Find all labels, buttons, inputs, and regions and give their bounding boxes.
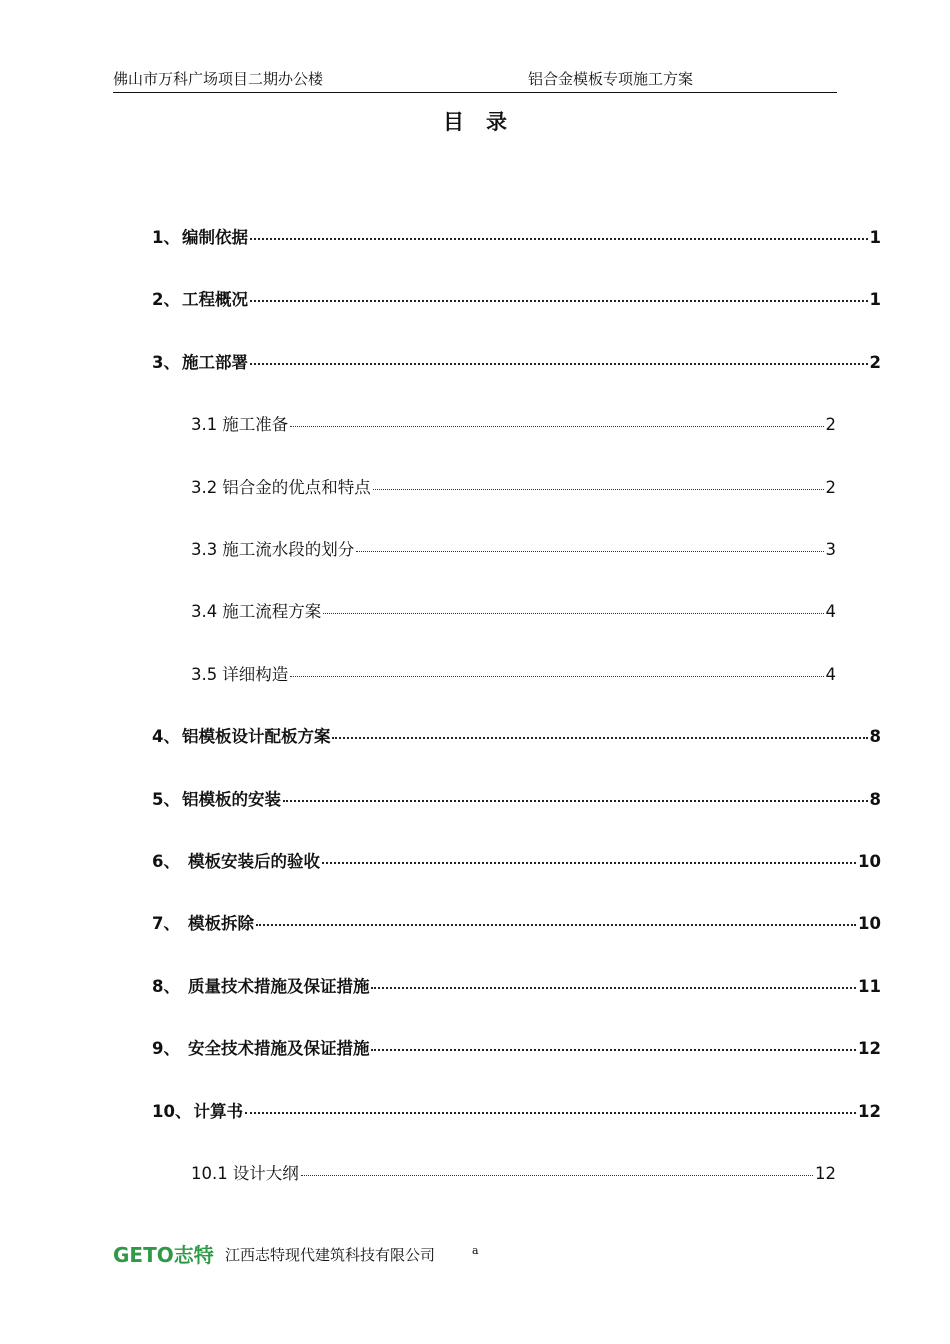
toc-entry-label: 施工流水段的划分 bbox=[222, 540, 355, 559]
header-document-name: 铝合金模板专项施工方案 bbox=[528, 70, 694, 88]
toc-entry-label: 铝模板设计配板方案 bbox=[181, 727, 331, 747]
toc-dot-leader bbox=[323, 613, 823, 614]
toc-dot-leader bbox=[250, 238, 868, 240]
toc-entry[interactable] bbox=[152, 910, 881, 934]
toc-entry-label: 详细构造 bbox=[222, 664, 289, 684]
toc-entry[interactable] bbox=[152, 786, 881, 810]
toc-dot-leader bbox=[290, 426, 823, 427]
toc-entry[interactable] bbox=[191, 474, 836, 498]
toc-entry-page: 2 bbox=[869, 352, 881, 372]
toc-entry-label: 施工准备 bbox=[222, 415, 289, 435]
toc-entry[interactable] bbox=[191, 661, 836, 685]
toc-entry-label: 铝模板的安装 bbox=[181, 789, 281, 809]
toc-entry-number: 6、 bbox=[152, 852, 180, 871]
toc-entry[interactable] bbox=[152, 224, 881, 248]
toc-entry-number: 2、 bbox=[152, 290, 180, 310]
toc-dot-leader bbox=[371, 987, 856, 989]
toc-entry-label: 施工部署 bbox=[181, 352, 248, 372]
toc-entry-label: 质量技术措施及保证措施 bbox=[187, 976, 370, 996]
toc-entry-number: 3.2 bbox=[191, 477, 218, 497]
footer-page-number: a bbox=[472, 1244, 479, 1257]
toc-entry-page: 10 bbox=[858, 914, 881, 934]
toc-entry-label: 设计大纲 bbox=[232, 1164, 299, 1183]
toc-entry-page: 12 bbox=[858, 1039, 881, 1059]
toc-dot-leader bbox=[371, 1049, 856, 1051]
toc-entry-label: 安全技术措施及保证措施 bbox=[187, 1039, 370, 1059]
toc-dot-leader bbox=[250, 300, 868, 302]
page-footer bbox=[113, 1241, 435, 1267]
toc-entry[interactable] bbox=[191, 598, 836, 622]
toc-entry[interactable] bbox=[191, 1160, 836, 1184]
toc-entry[interactable] bbox=[191, 411, 836, 435]
toc-entry-page: 11 bbox=[858, 976, 881, 996]
toc-entry-page: 2 bbox=[825, 415, 836, 435]
toc-dot-leader bbox=[356, 551, 823, 552]
toc-entry-number: 3、 bbox=[152, 352, 180, 372]
toc-entry-page: 12 bbox=[815, 1164, 836, 1183]
toc-entry-label: 铝合金的优点和特点 bbox=[222, 477, 371, 497]
toc-entry-page: 10 bbox=[858, 852, 881, 871]
toc-entry[interactable] bbox=[152, 848, 881, 872]
toc-entry-page: 8 bbox=[869, 727, 881, 747]
toc-entry[interactable] bbox=[152, 1098, 881, 1122]
toc-dot-leader bbox=[322, 862, 856, 864]
toc-entry-number: 9、 bbox=[152, 1039, 180, 1059]
geto-logo bbox=[113, 1242, 217, 1266]
toc-dot-leader bbox=[373, 489, 824, 490]
toc-entry[interactable] bbox=[191, 536, 836, 560]
page-title: 目录 bbox=[443, 110, 529, 134]
toc-dot-leader bbox=[301, 1175, 813, 1176]
header-project-name: 佛山市万科广场项目二期办公楼 bbox=[113, 70, 324, 88]
toc-entry-number: 7、 bbox=[152, 914, 180, 934]
toc-dot-leader bbox=[245, 1112, 856, 1114]
toc-entry-number: 4、 bbox=[152, 727, 180, 747]
toc-entry-page: 4 bbox=[825, 664, 836, 684]
toc-dot-leader bbox=[332, 737, 867, 739]
toc-dot-leader bbox=[256, 924, 856, 926]
toc-entry-page: 2 bbox=[825, 477, 836, 497]
toc-entry-number: 1、 bbox=[152, 228, 180, 247]
toc-entry-number: 8、 bbox=[152, 976, 180, 996]
svg-text:GETO志特: GETO志特 bbox=[113, 1243, 214, 1266]
toc-entry-number: 3.3 bbox=[191, 540, 218, 559]
toc-entry-page: 1 bbox=[869, 228, 881, 247]
toc-entry-number: 10、 bbox=[152, 1101, 192, 1121]
toc-entry-label: 模板拆除 bbox=[187, 914, 254, 934]
toc-entry-label: 计算书 bbox=[193, 1101, 243, 1121]
footer-company-name: 江西志特现代建筑科技有限公司 bbox=[225, 1245, 436, 1264]
toc-dot-leader bbox=[290, 676, 823, 677]
toc-entry-page: 8 bbox=[869, 789, 881, 809]
toc-dot-leader bbox=[250, 363, 868, 365]
toc-entry-page: 1 bbox=[869, 290, 881, 310]
toc-entry[interactable] bbox=[152, 349, 881, 373]
toc-entry-label: 编制依据 bbox=[181, 228, 248, 247]
toc-entry-number: 10.1 bbox=[191, 1164, 228, 1183]
toc-entry-label: 工程概况 bbox=[181, 290, 248, 310]
toc-entry[interactable] bbox=[152, 723, 881, 747]
toc-entry[interactable] bbox=[152, 286, 881, 310]
toc-entry[interactable] bbox=[152, 973, 881, 997]
toc-dot-leader bbox=[283, 800, 868, 802]
toc-entry-number: 3.1 bbox=[191, 415, 218, 435]
toc-entry-number: 5、 bbox=[152, 789, 180, 809]
toc-entry-page: 12 bbox=[858, 1101, 881, 1121]
toc-entry[interactable] bbox=[152, 1035, 881, 1059]
toc-entry-number: 3.5 bbox=[191, 664, 218, 684]
toc-entry-label: 模板安装后的验收 bbox=[187, 852, 320, 871]
toc-entry-label: 施工流程方案 bbox=[222, 602, 322, 622]
toc-entry-page: 3 bbox=[825, 540, 836, 559]
toc-entry-number: 3.4 bbox=[191, 602, 218, 622]
toc-entry-page: 4 bbox=[825, 602, 836, 622]
